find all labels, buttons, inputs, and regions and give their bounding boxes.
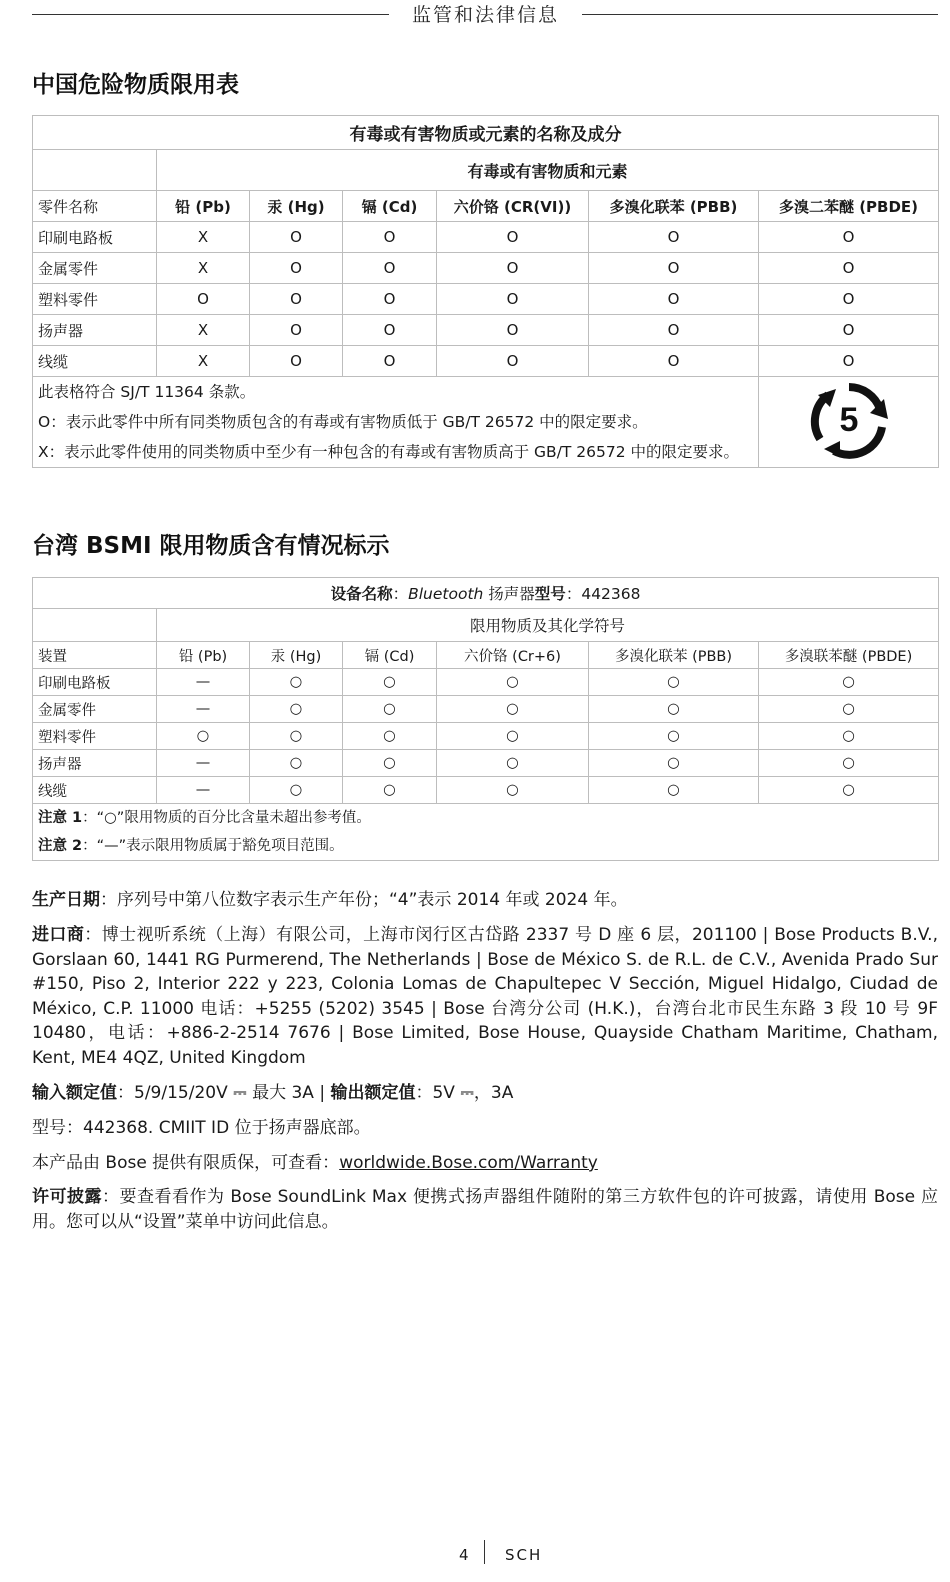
- header-title: 监管和法律信息: [411, 4, 559, 26]
- column-header: 装置: [33, 642, 157, 669]
- device-value-suffix: 扬声器: [483, 585, 535, 603]
- model-paragraph: 型号：442368. CMIIT ID 位于扬声器底部。: [32, 1118, 371, 1138]
- model-label: 型号: [534, 585, 566, 603]
- production-text: ：序列号中第八位数字表示生产年份；“4”表示 2014 年或 2024 年。: [100, 890, 628, 910]
- table-row: [33, 222, 939, 253]
- table-cell: ○: [589, 696, 759, 723]
- table-cell: ○: [437, 696, 589, 723]
- page: [32, 0, 938, 1564]
- china-hazardous-substances-table: [32, 115, 939, 468]
- row-label: 扬声器: [33, 315, 157, 346]
- table-cell: O: [343, 315, 437, 346]
- note-line: X：表示此零件使用的同类物质中至少有一种包含的有毒或有害物质高于 GB/T 26572 中的限定要求。: [38, 443, 740, 461]
- table-row: [33, 696, 939, 723]
- production-date-paragraph: [32, 888, 938, 913]
- importer-label: 进口商: [32, 925, 85, 945]
- table-cell: ○: [759, 669, 939, 696]
- table-cell: —: [157, 750, 250, 777]
- table-cell: ○: [437, 669, 589, 696]
- table-body: [33, 222, 939, 377]
- column-header: 多溴二苯醚 (PBDE): [759, 191, 939, 222]
- language-code: SCH: [505, 1546, 543, 1564]
- column-header: 零件名称: [33, 191, 157, 222]
- column-header: 多溴联苯醚 (PBDE): [759, 642, 939, 669]
- table-cell: O: [589, 222, 759, 253]
- production-label: 生产日期: [32, 890, 100, 910]
- table-cell: O: [437, 346, 589, 377]
- note-label: 注意 1: [38, 810, 83, 826]
- output-text: ：5V ⎓，3A: [415, 1083, 514, 1103]
- environment-protection-use-period-icon: [806, 381, 892, 459]
- importer-text: ：博士视听系统（上海）有限公司，上海市闵行区古岱路 2337 号 D 座 6 层，201100 | Bose Products B.V., Gorslaan 60, 1441 RG Purmerend, The Netherlands | Bose de México S. de R.L. de C.V., Avenida Prado Sur #150, Piso 2, Interior 222 y 223, Colonia Lomas de Chapultepec V Sección, Miguel Hidalgo, Ciudad de México, C.P. 11000 电话：+5255 (5202) 3545 | Bose 台湾分公司 (H.K.)，台湾台北市民生东路 3 段 10 号 9F 10480，电话：+886-2-2514 7676 | Bose Limited, Bose House, Quayside Chatham Maritime, Chatham, Kent, ME4 4QZ, United Kingdom: [32, 925, 938, 1068]
- table-cell: ○: [343, 777, 437, 804]
- column-header: 汞 (Hg): [250, 191, 343, 222]
- table-row: [33, 777, 939, 804]
- row-label: 扬声器: [33, 750, 157, 777]
- empty-header-cell: [33, 150, 157, 191]
- column-header: 六价铬 (CR(VI)): [437, 191, 589, 222]
- column-header: 六价铬 (Cr+6): [437, 642, 589, 669]
- table-cell: —: [157, 696, 250, 723]
- model-value: 442368: [581, 585, 641, 603]
- column-header: 多溴化联苯 (PBB): [589, 642, 759, 669]
- table-cell: O: [250, 222, 343, 253]
- table-cell: ○: [343, 723, 437, 750]
- table-cell: ○: [437, 777, 589, 804]
- table-cell: O: [437, 253, 589, 284]
- warranty-text: 本产品由 Bose 提供有限质保，可查看：: [32, 1153, 340, 1173]
- row-label: 塑料零件: [33, 723, 157, 750]
- table-cell: ○: [343, 750, 437, 777]
- output-label: 输出额定值: [330, 1083, 416, 1103]
- table-cell: ○: [343, 696, 437, 723]
- table-cell: O: [589, 253, 759, 284]
- license-paragraph: [32, 1185, 938, 1234]
- note-line: [38, 804, 933, 832]
- note-line: O：表示此零件中所有同类物质包含的有毒或有害物质低于 GB/T 26572 中的限定要求。: [38, 413, 648, 431]
- table-cell: O: [343, 346, 437, 377]
- table-cell: O: [250, 315, 343, 346]
- table-cell: ○: [250, 669, 343, 696]
- table-row: [33, 669, 939, 696]
- note-text: ：“—”表示限用物质属于豁免项目范围。: [82, 838, 344, 854]
- table-cell: O: [437, 284, 589, 315]
- table-cell: —: [157, 777, 250, 804]
- epup-mark-cell: [759, 377, 939, 468]
- table-cell: O: [759, 346, 939, 377]
- table-cell: ○: [759, 696, 939, 723]
- row-label: 印刷电路板: [33, 222, 157, 253]
- section-title-china-rohs: 中国危险物质限用表: [32, 72, 239, 98]
- table-cell: O: [437, 222, 589, 253]
- table-cell: O: [250, 346, 343, 377]
- table-cell: O: [759, 253, 939, 284]
- table-cell: ○: [157, 723, 250, 750]
- section-title-taiwan-bsmi: 台湾 BSMI 限用物质含有情况标示: [32, 533, 390, 559]
- license-text: ：要查看看作为 Bose SoundLink Max 便携式扬声器组件随附的第三方软件包的许可披露，请使用 Bose 应用。您可以从“设置”菜单中访问此信息。: [32, 1187, 938, 1232]
- table-notes: [33, 377, 759, 468]
- group-header: 限用物质及其化学符号: [157, 609, 939, 642]
- column-header: 镉 (Cd): [343, 191, 437, 222]
- column-header-row: [33, 191, 939, 222]
- column-header: 铅 (Pb): [157, 191, 250, 222]
- table-cell: O: [157, 284, 250, 315]
- table-cell: ○: [759, 723, 939, 750]
- taiwan-bsmi-table: [32, 577, 939, 861]
- note-text: ：“○”限用物质的百分比含量未超出参考值。: [82, 810, 371, 826]
- table-cell: ○: [759, 777, 939, 804]
- device-info-header: 设备名称：Bluetooth 扬声器型号：442368: [33, 578, 939, 609]
- table-notes: [33, 804, 939, 861]
- table-cell: ○: [589, 669, 759, 696]
- table-cell: O: [250, 284, 343, 315]
- table-cell: X: [157, 315, 250, 346]
- table-cell: ○: [437, 750, 589, 777]
- table-cell: ○: [589, 777, 759, 804]
- column-header: 镉 (Cd): [343, 642, 437, 669]
- table-row: [33, 723, 939, 750]
- column-header: 多溴化联苯 (PBB): [589, 191, 759, 222]
- row-label: 线缆: [33, 346, 157, 377]
- device-value: Bluetooth: [408, 585, 484, 603]
- importer-paragraph: [32, 923, 938, 1070]
- input-label: 输入额定值: [32, 1083, 117, 1103]
- table-cell: ○: [437, 723, 589, 750]
- device-label: 设备名称: [330, 585, 393, 603]
- table-cell: —: [157, 669, 250, 696]
- table-cell: ○: [589, 723, 759, 750]
- table-row: [33, 253, 939, 284]
- table-cell: ○: [250, 750, 343, 777]
- table-cell: O: [343, 253, 437, 284]
- table-title: 有毒或有害物质或元素的名称及成分: [33, 116, 939, 150]
- warranty-paragraph: [32, 1151, 938, 1176]
- row-label: 塑料零件: [33, 284, 157, 315]
- page-header: [32, 0, 938, 30]
- table-cell: O: [343, 284, 437, 315]
- table-cell: O: [759, 284, 939, 315]
- row-label: 金属零件: [33, 253, 157, 284]
- license-label: 许可披露: [32, 1187, 102, 1207]
- column-header-row: [33, 642, 939, 669]
- header-rule-left: [32, 14, 389, 15]
- table-cell: O: [759, 315, 939, 346]
- table-cell: ○: [343, 669, 437, 696]
- note-label: 注意 2: [38, 838, 83, 854]
- ratings-paragraph: [32, 1081, 938, 1106]
- input-text: ：5/9/15/20V ⎓ 最大 3A |: [117, 1083, 331, 1103]
- epup-number: 5: [839, 401, 858, 439]
- table-cell: ○: [759, 750, 939, 777]
- table-cell: ○: [589, 750, 759, 777]
- table-cell: O: [589, 315, 759, 346]
- table-cell: O: [250, 253, 343, 284]
- row-label: 线缆: [33, 777, 157, 804]
- table-cell: O: [589, 284, 759, 315]
- table-cell: O: [343, 222, 437, 253]
- table-cell: O: [437, 315, 589, 346]
- group-header: 有毒或有害物质和元素: [157, 150, 939, 191]
- table-cell: X: [157, 346, 250, 377]
- table-cell: X: [157, 222, 250, 253]
- table-cell: ○: [250, 723, 343, 750]
- table-row: [33, 284, 939, 315]
- row-label: 印刷电路板: [33, 669, 157, 696]
- footer-separator: [484, 1540, 485, 1564]
- header-rule-right: [582, 14, 938, 15]
- page-number: 4: [459, 1546, 469, 1564]
- table-row: [33, 346, 939, 377]
- empty-header-cell: [33, 609, 157, 642]
- table-body: [33, 669, 939, 804]
- table-cell: O: [759, 222, 939, 253]
- note-line: 此表格符合 SJ/T 11364 条款。: [38, 383, 256, 401]
- warranty-link[interactable]: worldwide.Bose.com/Warranty: [339, 1153, 598, 1173]
- table-cell: ○: [250, 696, 343, 723]
- table-cell: ○: [250, 777, 343, 804]
- row-label: 金属零件: [33, 696, 157, 723]
- table-row: [33, 315, 939, 346]
- table-row: [33, 750, 939, 777]
- table-cell: O: [589, 346, 759, 377]
- note-line: [38, 832, 933, 860]
- column-header: 汞 (Hg): [250, 642, 343, 669]
- column-header: 铅 (Pb): [157, 642, 250, 669]
- table-cell: X: [157, 253, 250, 284]
